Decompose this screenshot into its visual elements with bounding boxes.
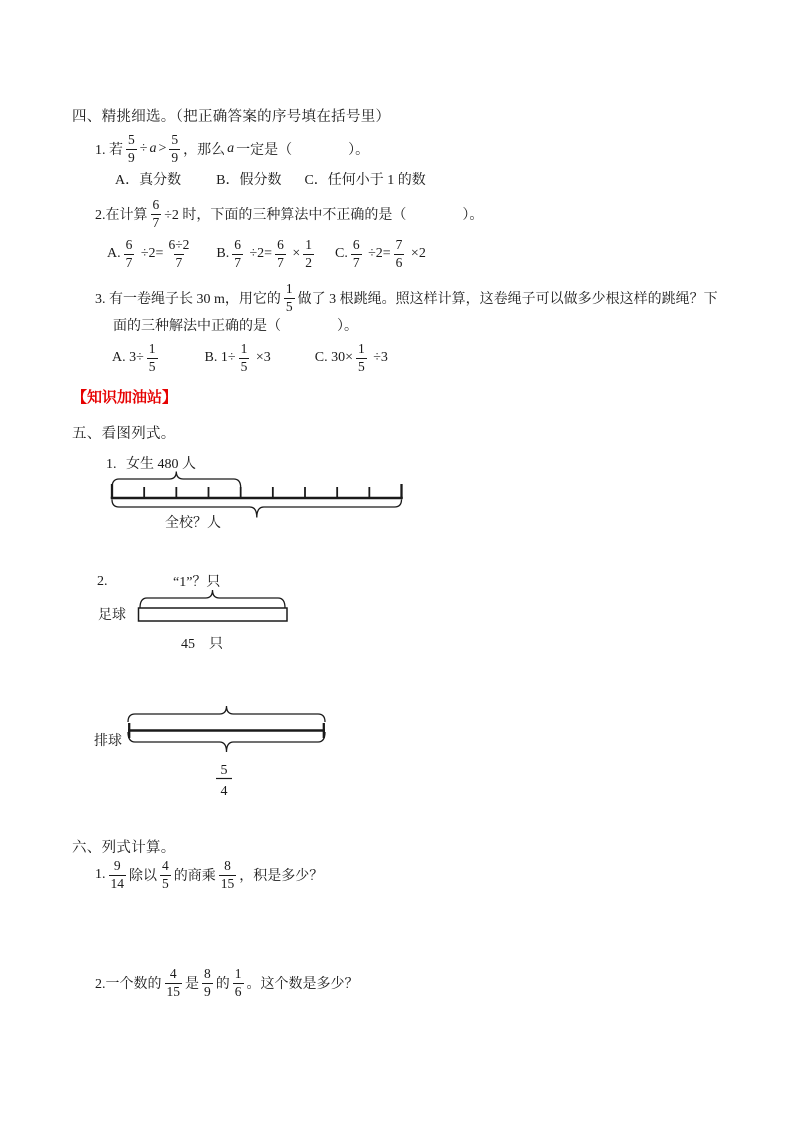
overbrace-girls — [112, 472, 241, 488]
fraction-denominator: 15 — [220, 875, 235, 891]
fraction — [219, 859, 237, 891]
fraction — [232, 238, 243, 270]
fraction-denominator: 5 — [162, 875, 169, 891]
text-segment: 1. — [95, 867, 106, 882]
text-segment: 1. 若 — [95, 143, 123, 158]
text-segment: ÷2= — [364, 246, 391, 261]
diagram1-bottom-label: 全校？人 — [165, 516, 221, 531]
section4-q2 — [95, 193, 483, 235]
text-segment: 。这个数是多少？ — [246, 977, 359, 992]
football-label: 足球 — [98, 608, 126, 623]
diagram-volleyball-bar — [90, 700, 340, 800]
fraction-numerator: 1 — [305, 236, 312, 252]
text-segment: C. — [334, 246, 348, 261]
fraction-denominator: 7 — [152, 214, 160, 230]
underbrace-school — [112, 500, 402, 518]
fraction-numerator: 5 — [220, 763, 228, 778]
fraction — [239, 342, 250, 374]
diagram2-top-label: “1”？只 — [173, 575, 221, 590]
fraction-denominator: 7 — [234, 254, 241, 270]
option-b: B．假分数 — [216, 173, 282, 188]
text-segment: ÷2= — [245, 246, 273, 261]
text-segment: 除以 — [129, 869, 157, 884]
diagram-girls-school-bar — [92, 450, 422, 535]
fraction — [303, 238, 314, 270]
diagram2-bottom-label: 45 只 — [181, 637, 223, 652]
fraction-denominator: 9 — [204, 983, 211, 999]
fraction-denominator: 5 — [285, 298, 293, 314]
option-b — [205, 342, 271, 374]
fraction-numerator: 6 — [277, 236, 284, 252]
overbrace-football — [140, 590, 285, 608]
fraction — [202, 967, 213, 999]
football-bar — [139, 608, 288, 621]
text-segment: 2.一个数的 — [95, 977, 162, 992]
fraction — [351, 238, 362, 270]
fraction-denominator: 2 — [305, 254, 312, 270]
fraction-numerator: 8 — [204, 965, 211, 981]
fraction — [394, 238, 405, 270]
option-c — [335, 238, 426, 270]
fraction-denominator: 6 — [395, 254, 403, 270]
fraction-numerator: 1 — [285, 280, 293, 296]
fraction-numerator: 5 — [128, 131, 135, 147]
section4-q3-line2: 面的三种解法中正确的是（ ）。 — [113, 319, 358, 334]
fraction-denominator: 5 — [240, 358, 248, 374]
fraction-numerator: 1 — [240, 340, 248, 356]
volleyball-label: 排球 — [94, 734, 122, 749]
fraction-numerator: 6 — [152, 196, 160, 212]
text-segment: 2.在计算 — [95, 208, 148, 223]
fraction — [169, 133, 180, 165]
section4-q1 — [95, 128, 369, 170]
fraction — [126, 133, 137, 165]
fraction — [275, 238, 286, 270]
option-a: A．真分数 — [115, 173, 182, 188]
text-segment: B. 1÷ — [204, 350, 236, 365]
text-segment: A. 3÷ — [112, 350, 144, 365]
fraction-numerator: 4 — [169, 965, 177, 981]
bar-ticks — [112, 484, 402, 498]
text-segment: ÷3 — [369, 350, 388, 365]
text-segment: 的 — [215, 977, 230, 992]
diagram1-number: 1. — [106, 457, 117, 472]
text-segment: ，积是多少？ — [239, 869, 324, 884]
option-b — [216, 238, 317, 270]
text-segment: ×3 — [252, 350, 271, 365]
fraction-denominator: 6 — [234, 983, 242, 999]
text-segment: ÷2 时，下面的三种算法中不正确的是（ ）。 — [164, 208, 484, 223]
fraction — [109, 859, 127, 891]
fraction-denominator: 7 — [352, 254, 360, 270]
section5-title: 五、看图列式。 — [72, 425, 176, 442]
variable: a — [149, 141, 157, 156]
fraction-numerator: 6 — [352, 236, 360, 252]
option-c: C．任何小于 1 的数 — [304, 173, 426, 188]
fraction-denominator: 5 — [148, 358, 156, 374]
diagram2-number: 2. — [97, 574, 108, 589]
fraction-denominator: 15 — [166, 983, 180, 999]
fraction-denominator: 4 — [220, 784, 228, 799]
fraction — [124, 238, 135, 270]
fraction-numerator: 6÷2 — [168, 236, 190, 252]
fraction-numerator: 6 — [125, 236, 133, 252]
fraction-numerator: 8 — [224, 857, 231, 873]
option-a — [107, 238, 194, 270]
underbrace-volleyball — [128, 732, 325, 752]
fraction-numerator: 9 — [113, 857, 121, 873]
fraction — [165, 967, 183, 999]
fraction-numerator: 5 — [171, 131, 179, 147]
text-segment: ×2 — [407, 246, 426, 261]
fraction-numerator: 1 — [148, 340, 156, 356]
text-segment: ，那么 — [183, 143, 226, 158]
overbrace-volleyball — [128, 706, 325, 722]
fraction-denominator: 7 — [125, 254, 133, 270]
text-segment: 是 — [185, 977, 199, 992]
fraction-denominator: 7 — [175, 254, 183, 270]
fraction-numerator: 7 — [395, 236, 403, 252]
knowledge-booster-heading: 【知识加油站】 — [72, 389, 178, 406]
section4-title: 四、精挑细选。（把正确答案的序号填在括号里） — [72, 108, 391, 125]
section6-q1 — [95, 854, 323, 896]
diagram1-top-label: 女生 480 人 — [126, 457, 196, 472]
section6-title: 六、列式计算。 — [72, 839, 176, 856]
fraction-denominator: 9 — [128, 149, 135, 165]
fraction — [147, 342, 158, 374]
section6-q2 — [95, 962, 359, 1004]
fraction — [356, 342, 367, 374]
variable: a — [227, 141, 235, 156]
section4-q3-options — [112, 337, 388, 379]
text-segment: 一定是（ ）。 — [236, 143, 370, 158]
fraction — [284, 282, 295, 314]
text-segment: C. 30× — [314, 350, 353, 365]
option-c — [315, 342, 388, 374]
text-segment: A. — [107, 246, 121, 261]
fraction — [233, 967, 244, 999]
text-segment: ÷2= — [137, 246, 164, 261]
fraction — [166, 238, 191, 270]
fraction-numerator: 1 — [234, 965, 242, 981]
fraction-denominator: 14 — [110, 875, 124, 891]
text-segment: 3. 有一卷绳子长 30 m，用它的 — [95, 292, 281, 307]
section4-q2-options — [107, 233, 426, 275]
fraction-numerator: 4 — [162, 857, 169, 873]
section4-q1-options — [115, 170, 426, 188]
fraction-numerator: 6 — [234, 236, 241, 252]
fraction-denominator: 9 — [171, 149, 179, 165]
text-segment: ÷ — [139, 141, 148, 156]
section4-q3-line1 — [95, 277, 718, 319]
fraction-denominator: 5 — [357, 358, 365, 374]
fraction-denominator: 7 — [277, 254, 284, 270]
text-segment: 做了 3 根跳绳。照这样计算，这卷绳子可以做多少根这样的跳绳？下 — [297, 292, 718, 307]
option-a — [112, 342, 161, 374]
fraction-numerator: 1 — [357, 340, 365, 356]
text-segment: 的商乘 — [173, 869, 216, 884]
text-segment: × — [288, 246, 301, 261]
fraction — [160, 859, 171, 891]
diagram-football-bar — [90, 565, 335, 660]
text-segment: B. — [216, 246, 230, 261]
text-segment: > — [158, 141, 167, 156]
fraction — [151, 198, 162, 230]
